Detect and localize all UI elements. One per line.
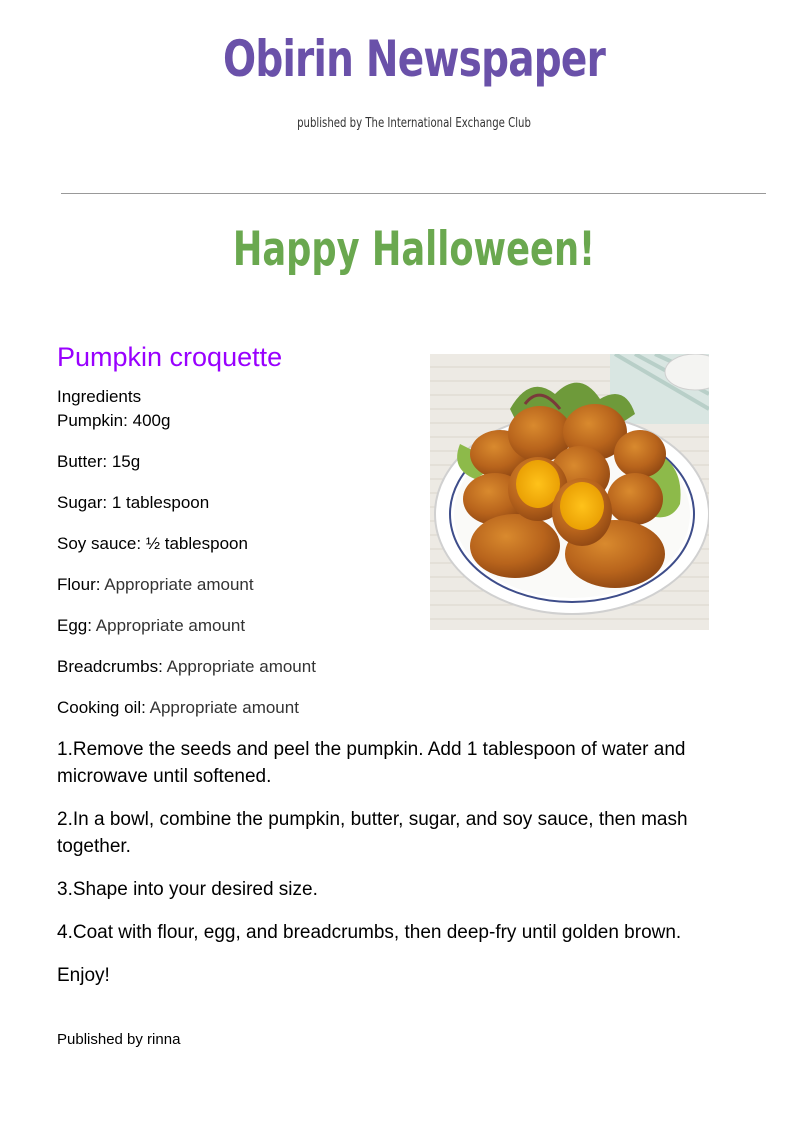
headline: Happy Halloween! (232, 222, 596, 277)
ingredient-item (57, 696, 316, 737)
recipe-step: 3.Shape into your desired size. (57, 879, 318, 900)
ingredient-name: Egg: (57, 616, 92, 635)
ingredient-name: Butter: (57, 452, 108, 471)
horizontal-divider (61, 193, 766, 194)
ingredient-name: Pumpkin: (57, 411, 128, 430)
ingredient-name: Soy sauce: (57, 534, 142, 553)
ingredient-amount: Appropriate amount (95, 616, 246, 635)
article-title: Pumpkin croquette (57, 342, 283, 372)
ingredient-name: Sugar: (57, 493, 108, 512)
ingredient-amount: ½ tablespoon (145, 534, 248, 553)
ingredient-amount: 400g (132, 411, 171, 430)
masthead-title: Obirin Newspaper (222, 30, 606, 88)
ingredient-name: Flour: (57, 575, 101, 594)
croquette-photo (430, 354, 709, 630)
ingredients-heading: Ingredients (57, 387, 142, 406)
ingredient-item (57, 409, 316, 450)
ingredient-item (57, 614, 316, 655)
recipe-step: 2.In a bowl, combine the pumpkin, butter, sugar, and soy sauce, then mash together. (57, 809, 688, 857)
recipe-step: Enjoy! (57, 965, 110, 986)
ingredient-amount: Appropriate amount (149, 698, 299, 717)
recipe-step: 1.Remove the seeds and peel the pumpkin. Add 1 tablespoon of water and microwave until softened. (57, 739, 686, 787)
ingredient-amount: 1 tablespoon (111, 493, 210, 512)
ingredient-amount: 15g (111, 452, 141, 471)
ingredient-item (57, 491, 316, 532)
ingredient-name: Breadcrumbs: (57, 657, 163, 676)
ingredient-amount: Appropriate amount (166, 657, 316, 676)
ingredient-name: Cooking oil: (57, 698, 146, 717)
footer-credit: Published by rinna (57, 1031, 181, 1048)
masthead-subtitle: published by The International Exchange Club (297, 116, 531, 131)
ingredient-item (57, 573, 316, 614)
ingredient-item (57, 532, 316, 573)
ingredients-list (57, 409, 316, 737)
recipe-step: 4.Coat with flour, egg, and breadcrumbs, then deep-fry until golden brown. (57, 922, 682, 943)
ingredient-item (57, 655, 316, 696)
ingredient-amount: Appropriate amount (104, 575, 254, 594)
ingredient-item (57, 450, 316, 491)
recipe-steps (57, 736, 757, 1005)
